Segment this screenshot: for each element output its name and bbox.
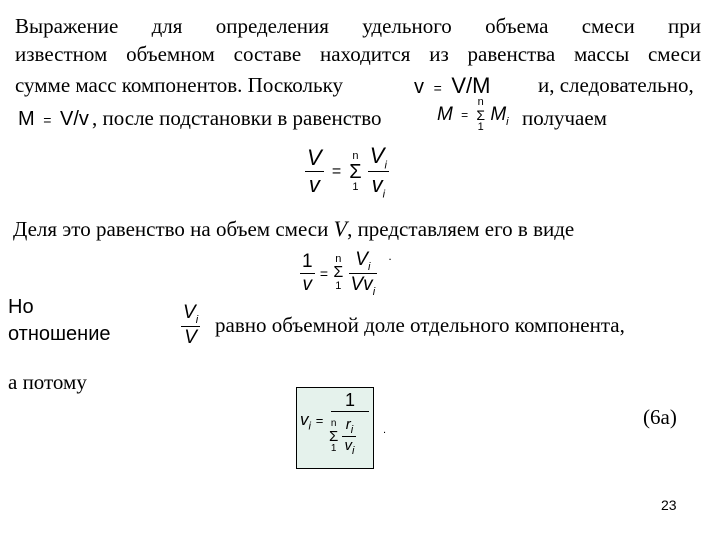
text-otnoshenie: отношение [8, 323, 111, 345]
formula-M-equals-V-over-v [18, 108, 89, 131]
formula-equals: = [461, 108, 469, 122]
formula-lhs: v [414, 76, 424, 98]
text-no: Но [8, 296, 34, 318]
page-number: 23 [661, 497, 677, 513]
formula-ratio: $\frac{V_i}{V}$ [183, 302, 199, 348]
paragraph-line-4-middle: , после подстановки в равенство [92, 106, 382, 130]
summation-symbol: n Σ 1 [349, 149, 362, 193]
paragraph-line-3-end: и, следовательно, [538, 73, 694, 97]
formula-equals: = [319, 265, 329, 282]
variable-V: V [333, 216, 348, 241]
paragraph-line-5: Деля это равенство на объем смеси V, представляем его в виде [13, 216, 575, 241]
formula-unit [300, 249, 392, 298]
formula-right-fraction: $\frac{V_i}{Vv_i}$ [350, 249, 376, 298]
formula-rhs: V/v [59, 108, 89, 130]
formula-final-denominator: n Σ 1 $\frac{r_i}{v_i}$ [329, 416, 355, 457]
formula-left-fraction: $\frac{V}{v}$ [307, 145, 322, 198]
formula-term: M [490, 104, 507, 126]
formula-final-lhs: $v_i$ = [300, 410, 324, 433]
paragraph-line-1: Выражение для определения удельного объема смеси при [15, 14, 701, 38]
formula-final-trailing-dot: . [383, 424, 387, 436]
summation-symbol: n Σ 1 [476, 96, 486, 133]
formula-equals: = [43, 112, 52, 128]
formula-trailing-dot: . [388, 249, 392, 263]
text-a-potomu: а потому [8, 370, 87, 394]
formula-equals: = [433, 80, 442, 96]
formula-final-numerator: 1 [331, 390, 369, 412]
formula-M-sum: M = n Σ 1 $M_i$ [437, 96, 509, 133]
paragraph-line-3-start: сумме масс компонентов. Поскольку [15, 73, 343, 97]
formula-right-fraction: $\frac{V_i}{v_i}$ [369, 143, 387, 201]
formula-left-fraction: $\frac{1}{v}$ [302, 250, 313, 295]
formula-rhs: V/M [451, 73, 491, 98]
text-ratio-description: равно объемной доле отдельного компонента, [215, 313, 625, 337]
formula-final-box [296, 387, 374, 469]
paragraph-line-4-end: получаем [522, 106, 607, 130]
summation-symbol: n Σ 1 [333, 253, 344, 293]
formula-lhs: M [18, 108, 35, 130]
summation-symbol: n Σ 1 [329, 418, 339, 454]
formula-lhs: M [437, 104, 453, 126]
equation-number: (6а) [643, 405, 677, 429]
formula-main [305, 143, 389, 201]
formula-equals: = [331, 162, 342, 180]
paragraph-line-2: известном объемном составе находится из равенства массы смеси [15, 42, 701, 66]
